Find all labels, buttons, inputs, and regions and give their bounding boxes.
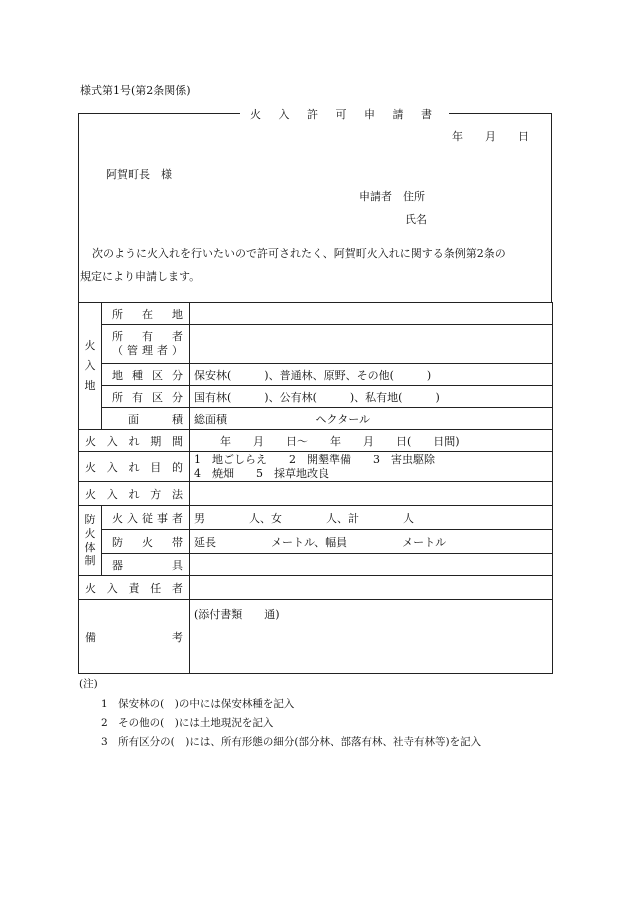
owner-label-cell [102, 325, 190, 364]
row-purpose [79, 452, 553, 482]
row-responsible [79, 576, 553, 600]
remarks-label-right: 考 [172, 630, 183, 644]
ownership-category-label: 所有区分 [102, 386, 190, 408]
area-label: 面積 [102, 408, 190, 430]
equipment-value [190, 554, 553, 576]
row-remarks [79, 600, 553, 674]
row-method [79, 482, 553, 506]
fire-prevention-group-label: 防 火 体 制 [79, 506, 102, 576]
row-location [79, 303, 553, 325]
remarks-value: (添付書類 通) [190, 600, 553, 674]
notes-heading: (注) [79, 678, 98, 690]
remarks-label-left: 備 [85, 630, 96, 644]
row-area [79, 408, 553, 430]
workers-value: 男 人、女 人、計 人 [190, 506, 553, 530]
body-text-line-2: 規定により申請します。 [80, 270, 201, 283]
purpose-line-2: 4 焼畑 5 採草地改良 [194, 466, 329, 480]
area-value [190, 408, 553, 430]
land-category-label: 地種区分 [102, 364, 190, 386]
period-value: 年 月 日～ 年 月 日( 日間) [190, 430, 553, 452]
row-land-category [79, 364, 553, 386]
owner-label: 所有者 [112, 330, 183, 343]
date-line: 年 月 日 [452, 130, 529, 143]
equipment-label: 器具 [102, 554, 190, 576]
purpose-line-1: 1 地ごしらえ 2 開墾準備 3 害虫駆除 [194, 452, 435, 466]
row-ownership-category [79, 386, 553, 408]
land-category-value: 保安林( )、普通林、原野、その他( ) [190, 364, 553, 386]
form-number: 様式第1号(第2条関係) [80, 84, 191, 97]
area-unit: ヘクタール [315, 412, 371, 426]
owner-sublabel: （管理者） [112, 344, 183, 357]
row-owner [79, 325, 553, 364]
application-table [78, 302, 553, 674]
applicant-name-label: 氏名 [405, 213, 427, 226]
location-value [190, 303, 553, 325]
remarks-label [79, 600, 190, 674]
owner-value [190, 325, 553, 364]
row-equipment [79, 554, 553, 576]
body-text-line-1: 次のように火入れを行いたいので許可されたく、阿賀町火入れに関する条例第2条の [92, 247, 506, 260]
land-group-label: 火 入 地 [79, 303, 102, 430]
applicant-address-label: 申請者 住所 [359, 190, 425, 203]
responsible-label: 火入責任者 [79, 576, 190, 600]
period-label: 火入れ期間 [79, 430, 190, 452]
ownership-category-value: 国有林( )、公有林( )、私有地( ) [190, 386, 553, 408]
row-firebreak [79, 530, 553, 554]
purpose-label: 火入れ目的 [79, 452, 190, 482]
workers-label: 火入従事者 [102, 506, 190, 530]
row-period [79, 430, 553, 452]
area-prefix: 総面積 [194, 412, 227, 426]
firebreak-value: 延長 メートル、幅員 メートル [190, 530, 553, 554]
responsible-value [190, 576, 553, 600]
location-label: 所在地 [102, 303, 190, 325]
method-label: 火入れ方法 [79, 482, 190, 506]
firebreak-label: 防火帯 [102, 530, 190, 554]
note-3: 3 所有区分の( )には、所有形態の細分(部分林、部落有林、社寺有林等)を記入 [101, 736, 482, 748]
row-workers [79, 506, 553, 530]
purpose-value [190, 452, 553, 482]
note-1: 1 保安林の( )の中には保安林種を記入 [101, 698, 295, 710]
addressee: 阿賀町長 様 [106, 168, 172, 181]
form-title: 火 入 許 可 申 請 書 [240, 106, 449, 122]
note-2: 2 その他の( )には土地現況を記入 [101, 717, 274, 729]
method-value [190, 482, 553, 506]
